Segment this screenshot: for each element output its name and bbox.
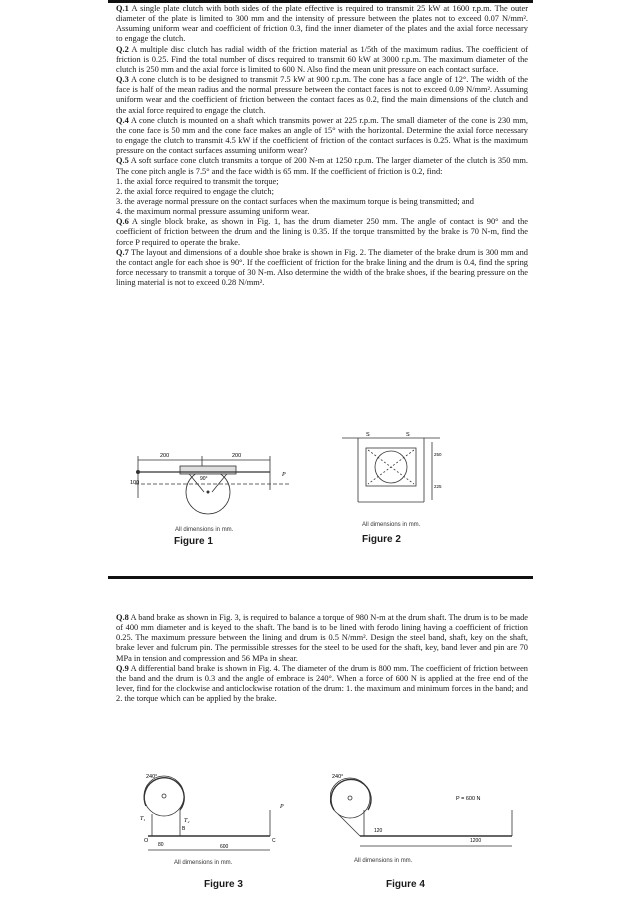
question-q4: Q.4 A cone clutch is mounted on a shaft which transmits power at 225 r.p.m. The small diameter of the cone is 230 mm, the cone face is 50 mm and the cone face makes an angle of 15° with the horizontal. Determine the axial force necessary to engage the clutch to transmit 4.5 kW if the coefficient of friction of the contact surfaces is 0.25. What is the maximum pressure on the contact surfaces assuming uniform wear?: [116, 115, 528, 156]
fig2-spring-s2: S: [406, 432, 410, 438]
top-rule: [108, 0, 533, 3]
figure-4-diagram: [330, 770, 520, 856]
fig1-label: Figure 1: [174, 536, 213, 547]
question-q1: Q.1 A single plate clutch with both sides of the plate effective is required to transmit 25 kW at 1600 r.p.m. The outer diameter of the plate is limited to 300 mm and the intensity of pressure between the plates not to exceed 0.07 N/mm². Assuming uniform wear and coefficient of friction 0.3, find the inner diameter of the plates and the axial force necessary to engage the clutch.: [116, 4, 528, 44]
q5-item: 1. the axial force required to transmit the torque;: [116, 176, 279, 186]
fig3-force: P: [280, 804, 284, 810]
fig4-force: P = 600 N: [456, 796, 481, 802]
fig3-dims-note: All dimensions in mm.: [174, 860, 233, 866]
q5-list: [116, 177, 528, 218]
fig3-pt-o: O: [144, 838, 149, 844]
figure-2-diagram: [340, 430, 450, 522]
fig1-dims-note: All dimensions in mm.: [175, 527, 234, 533]
q5-item: 3. the average normal pressure on the contact surfaces when the maximum torque is being transmitted; and: [116, 196, 474, 206]
fig3-dim-600: 600: [220, 844, 229, 850]
question-q3: Q.3 A cone clutch is to be designed to transmit 7.5 kW at 900 r.p.m. The cone has a face angle of 12°. The width of the face is half of the mean radius and the normal pressure between the contact faces is not to exceed 0.09 N/mm². Assuming uniform wear and the coefficient of friction between the contact faces as 0.2, find the main dimensions of the clutch and the axial force required to engage the clutch.: [116, 75, 528, 115]
fig3-label: Figure 3: [204, 879, 243, 890]
question-block-upper: [116, 4, 528, 288]
fig1-dim-100: 100: [130, 480, 140, 486]
fig1-angle: 90°: [200, 476, 208, 482]
fig2-dim-225: 225: [434, 484, 442, 489]
fig2-dim-250: 250: [434, 452, 442, 457]
fig4-dim-120: 120: [374, 828, 383, 834]
question-q8: Q.8 A band brake as shown in Fig. 3, is required to balance a torque of 980 N-m at the drum shaft. The drum is to be made of 400 mm diameter and is keyed to the shaft. The band is to be lined with ferodo lining having a coefficient of friction 0.25. The maximum pressure between the lining and drum is 0.5 N/mm². Design the steel band, shaft, key on the shaft, brake lever and fulcrum pin. The permissible stresses for the steel to be used for the shaft, key, band lever and pin are 70 MPa in tension and compression and 56 MPa in shear.: [116, 613, 528, 663]
question-q5: Q.5 A soft surface cone clutch transmits a torque of 200 N-m at 1250 r.p.m. The larger diameter of the clutch is 350 mm. The cone pitch angle is 7.5° and the face width is 65 mm. If the coefficient of friction is 0.2, find:: [116, 156, 528, 176]
fig1-force: P: [282, 472, 286, 478]
fig4-label: Figure 4: [386, 879, 425, 890]
fig3-pt-c: C: [272, 838, 276, 844]
fig4-angle: 240°: [332, 774, 344, 780]
fig2-label: Figure 2: [362, 534, 401, 545]
fig3-angle: 240°: [146, 774, 158, 780]
fig4-dims-note: All dimensions in mm.: [354, 858, 413, 864]
fig3-t2: T₂: [184, 818, 190, 824]
question-q7: Q.7 The layout and dimensions of a double shoe brake is shown in Fig. 2. The diameter of the brake drum is 300 mm and the contact angle for each shoe is 90°. If the coefficient of friction for the brake lining and the drum is 0.4, find the spring force necessary to transmit a torque of 30 N-m. Also determine the width of the brake shoes, if the bearing pressure on the lining material is not to exceed 0.28 N/mm².: [116, 247, 528, 288]
question-q9: Q.9 A differential band brake is shown in Fig. 4. The diameter of the drum is 800 mm. The coefficient of friction between the band and the drum is 0.3 and the angle of embrace is 240°. When a force of 600 N is applied at the free end of the lever, find for the clockwise and anticlockwise rotation of the drum: 1. the maximum and minimum forces in the band; and 2. the torque which can be applied by the brake.: [116, 663, 528, 704]
fig1-dim-200a: 200: [160, 453, 170, 459]
question-q6: Q.6 A single block brake, as shown in Fig. 1, has the drum diameter 250 mm. The angle of contact is 90° and the coefficient of friction between the drum and the lining is 0.35. If the torque transmitted by the brake is 70 N-m, find the force P required to operate the brake.: [116, 217, 528, 247]
fig2-dims-note: All dimensions in mm.: [362, 522, 421, 528]
q5-item: 2. the axial force required to engage the clutch;: [116, 186, 274, 196]
fig3-dim-80: 80: [158, 842, 164, 848]
section-rule: [108, 576, 533, 579]
question-q2: Q.2 A multiple disc clutch has radial width of the friction material as 1/5th of the maximum radius. The coefficient of friction is 0.25. Find the total number of discs required to transmit 60 kW at 3000 r.p.m. The maximum diameter of the clutch is 250 mm and the axial force is limited to 600 N. Also find the mean unit pressure on each contact surface.: [116, 44, 528, 74]
fig4-dim-1200: 1200: [470, 838, 482, 844]
fig2-spring-s1: S: [366, 432, 370, 438]
fig3-pt-b: B: [182, 826, 186, 832]
figure-3-diagram: [140, 770, 300, 856]
fig1-dim-200b: 200: [232, 453, 242, 459]
q5-item: 4. the maximum normal pressure assuming uniform wear.: [116, 207, 310, 217]
figure-1-diagram: [130, 448, 310, 526]
question-block-lower: [116, 613, 528, 704]
fig3-t1: T₁: [140, 816, 146, 822]
